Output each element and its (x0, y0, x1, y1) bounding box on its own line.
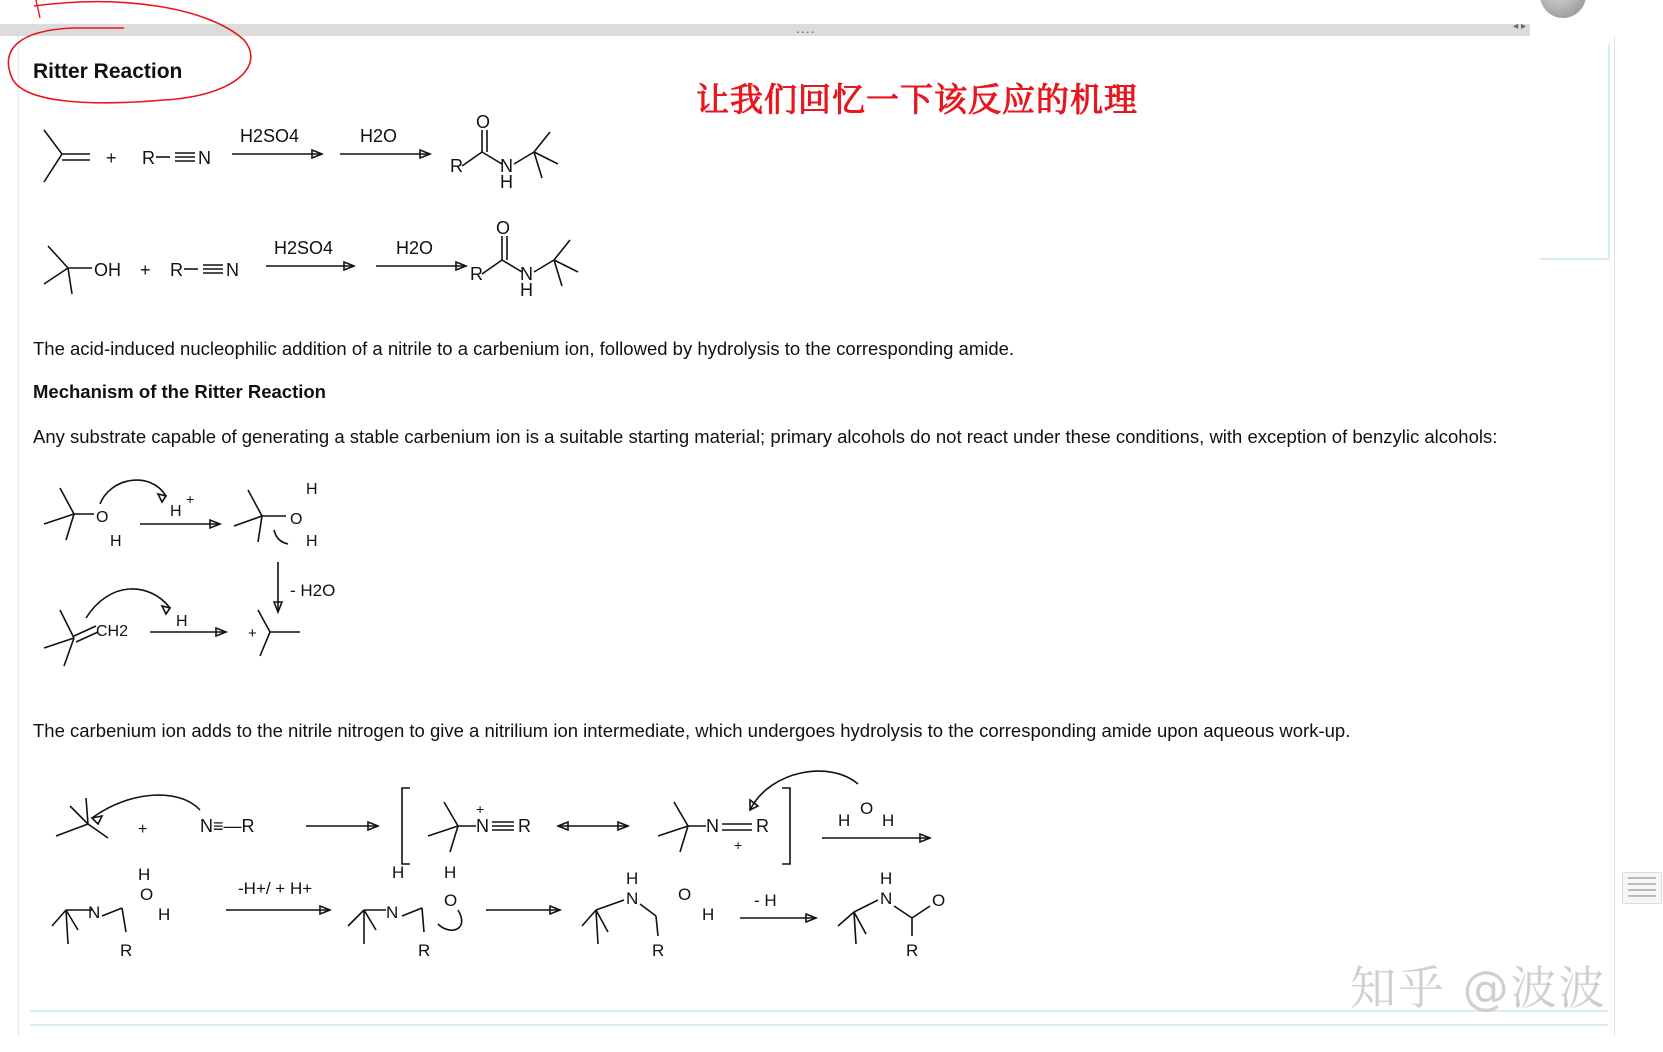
substrate-paragraph: Any substrate capable of generating a stable carbenium ion is a suitable starting material; primary alcohols do not react under these conditions, with exception of benzylic alcohols: (33, 426, 1498, 447)
step4-h: H (626, 869, 639, 888)
amide-n: N (880, 889, 893, 908)
product-n: N (500, 156, 513, 176)
watermark: 知乎 @波波 (1350, 961, 1607, 1015)
minus-water-label: - H2O (290, 581, 336, 600)
carbenium-charge: + (248, 625, 257, 642)
nitrile-label: N≡—R (200, 816, 255, 836)
nitrile-n-label: N (198, 148, 211, 168)
step3-o: O (444, 891, 458, 910)
imine-r: R (756, 816, 769, 836)
step3-h2: H (444, 863, 457, 882)
oh-label: OH (94, 260, 121, 280)
water-o: O (860, 799, 874, 818)
step4-h2: H (702, 905, 715, 924)
red-circle-annotation (4, 0, 256, 108)
step4-o: O (678, 885, 692, 904)
pager-arrows-icon[interactable]: ◂ ▸ (1513, 21, 1526, 32)
imine-charge: + (734, 837, 743, 853)
reaction-scheme-alcohol (30, 218, 650, 308)
proton-charge: + (186, 491, 195, 507)
plus-sign: + (140, 260, 151, 280)
oxygen-label: O (96, 509, 109, 526)
water-h2: H (882, 811, 895, 830)
step2-h2: H (158, 905, 171, 924)
hydrogen-label: H (110, 533, 122, 550)
product-o: O (476, 112, 491, 132)
product-h: H (500, 172, 513, 192)
nitrilium-paragraph: The carbenium ion adds to the nitrile nitrogen to give a nitrilium ion intermediate, which undergoes hydrolysis to the corresponding amide upon aqueous work-up. (33, 720, 1351, 741)
product-r: R (450, 156, 463, 176)
handwritten-annotation: 让我们回忆一下该反应的机理 (696, 80, 1138, 119)
water-h1: H (838, 811, 851, 830)
nitrilium-r: R (518, 816, 531, 836)
oxonium-o: O (290, 511, 303, 528)
step4-r: R (652, 941, 665, 960)
nitrilium-n: N (476, 816, 489, 836)
amide-o: O (932, 891, 946, 910)
proton-shift-label: -H+/ + H+ (238, 879, 313, 898)
step2-h1: H (138, 865, 151, 884)
thumbnail-icon[interactable] (1622, 872, 1662, 904)
deprotonation-label: - H (754, 891, 777, 910)
step2-n: N (88, 903, 101, 922)
drag-handle-icon[interactable]: .... (796, 20, 816, 36)
avatar[interactable] (1540, 0, 1586, 18)
proton-label-2: H (176, 613, 188, 630)
reaction-scheme-alkene (30, 112, 630, 202)
step3-h1: H (392, 863, 405, 882)
oxonium-h1: H (306, 481, 318, 498)
ch2-label: CH2 (96, 623, 129, 640)
reagent-h2so4: H2SO4 (274, 238, 334, 258)
oxonium-h2: H (306, 533, 318, 550)
product-o: O (496, 218, 511, 238)
product-n: N (520, 264, 533, 284)
nitrilium-charge: + (476, 801, 485, 817)
nitrile-r-label: R (170, 260, 183, 280)
step2-o: O (140, 885, 154, 904)
nitrile-r-label: R (142, 148, 155, 168)
reagent-h2o: H2O (360, 126, 398, 146)
page-title: Ritter Reaction (33, 60, 183, 83)
nitrile-n-label: N (226, 260, 239, 280)
step3-n: N (386, 903, 399, 922)
product-r: R (470, 264, 483, 284)
step2-r: R (120, 941, 133, 960)
step4-n: N (626, 889, 639, 908)
reagent-h2o: H2O (396, 238, 434, 258)
product-h: H (520, 280, 533, 300)
imine-n: N (706, 816, 719, 836)
intro-paragraph: The acid-induced nucleophilic addition of a nitrile to a carbenium ion, followed by hydrolysis to the corresponding amide. (33, 338, 1015, 359)
amide-r: R (906, 941, 919, 960)
amide-h: H (880, 869, 893, 888)
plus-sign: + (138, 821, 148, 838)
step3-r: R (418, 941, 431, 960)
reagent-h2so4: H2SO4 (240, 126, 300, 146)
side-card (1540, 44, 1610, 260)
mechanism-nitrilium-hydrolysis (30, 760, 1010, 990)
plus-sign: + (106, 148, 117, 168)
mechanism-heading: Mechanism of the Ritter Reaction (33, 381, 326, 402)
mechanism-carbenium-formation (30, 470, 370, 690)
proton-label: H (170, 503, 182, 520)
